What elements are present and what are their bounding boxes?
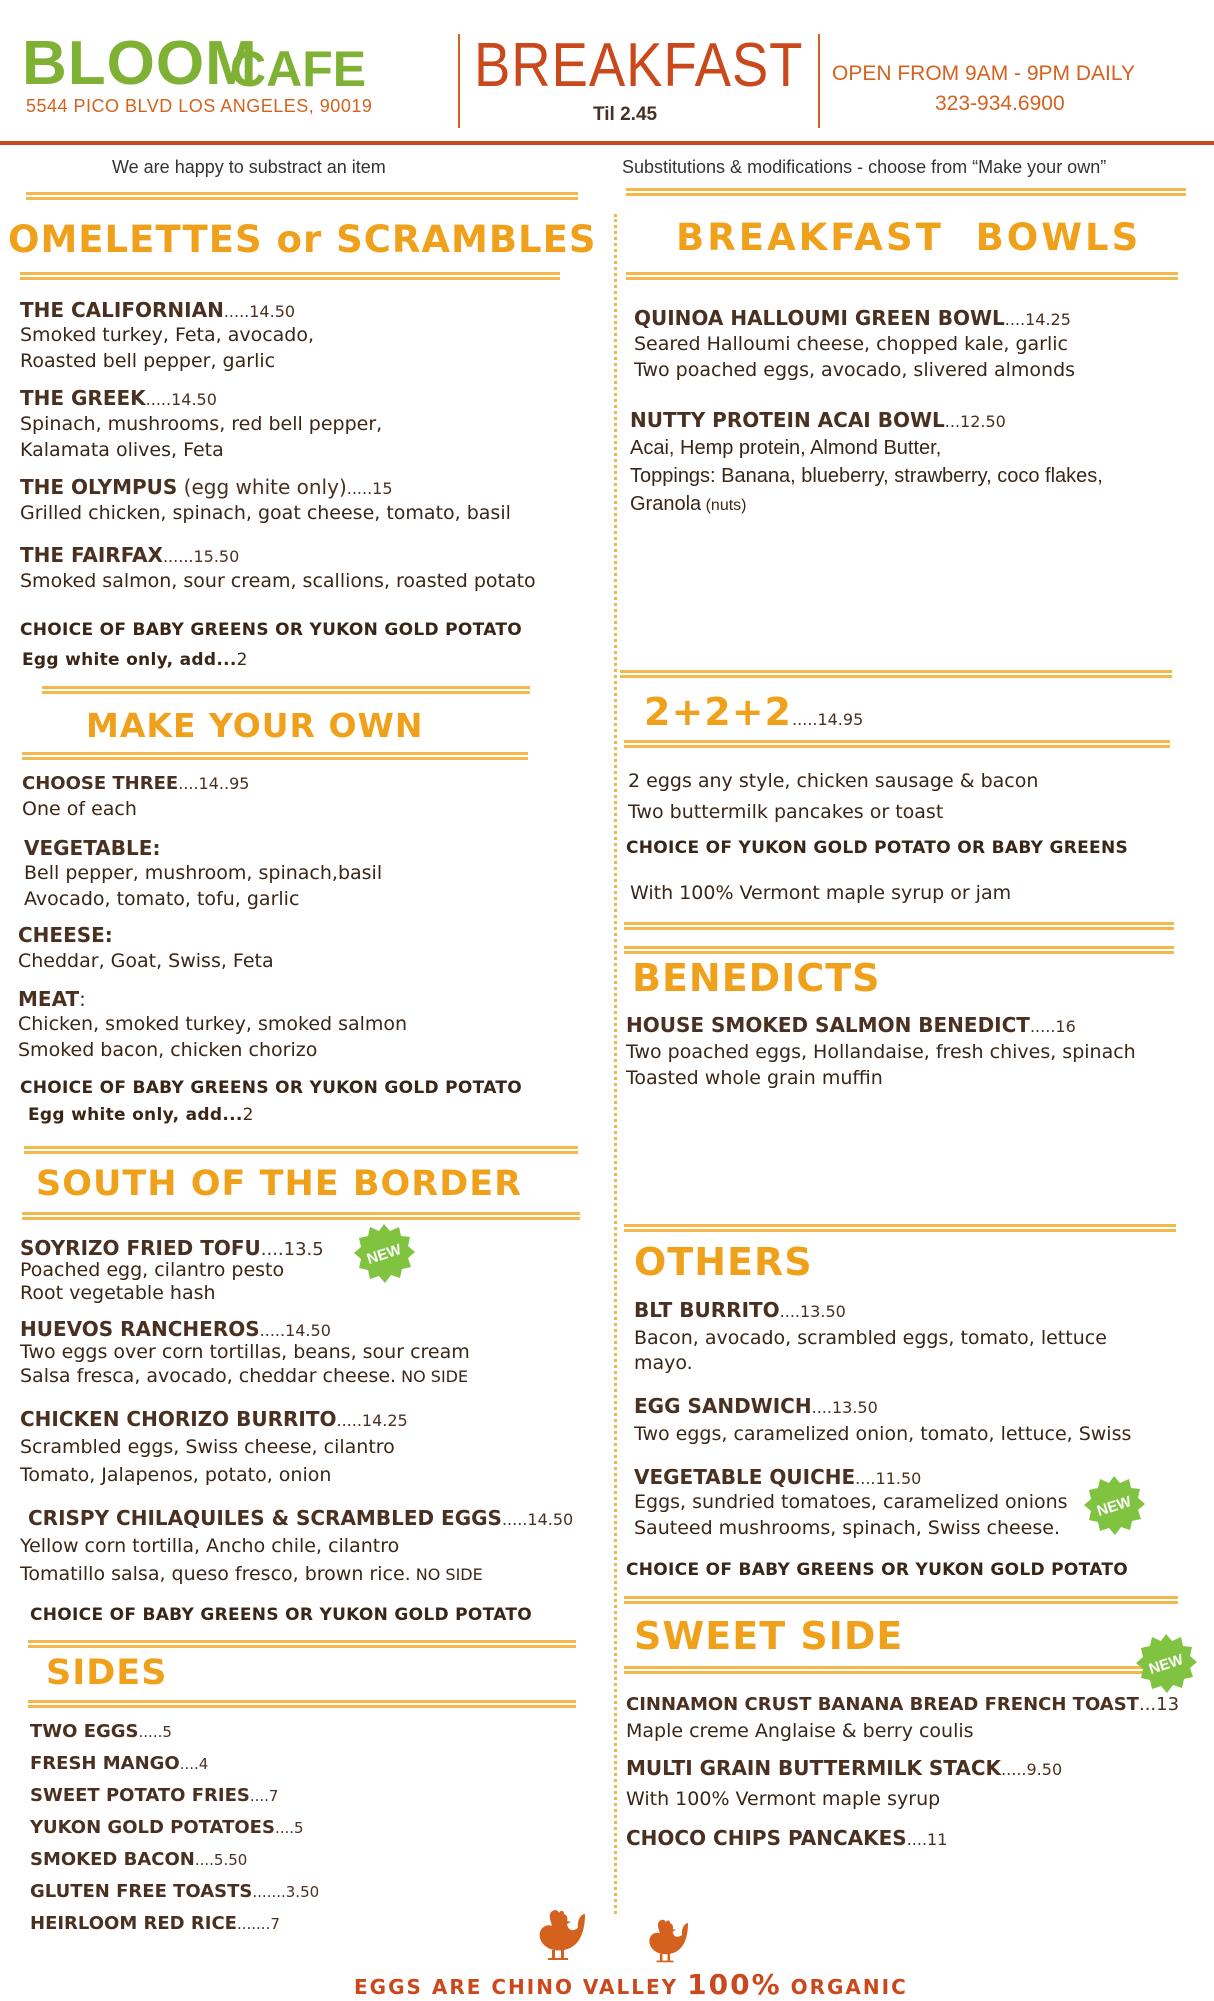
cheese-label: CHEESE:	[18, 923, 113, 947]
menu-item-title: BLT BURRITO....13.50	[634, 1298, 846, 1322]
section-heading-sweet: SWEET SIDE	[634, 1614, 904, 1658]
menu-item-desc: Bell pepper, mushroom, spinach,basil	[24, 862, 383, 884]
menu-item-title: QUINOA HALLOUMI GREEN BOWL....14.25	[634, 306, 1071, 330]
menu-item-desc: Two poached eggs, avocado, slivered almonds	[634, 359, 1076, 381]
rule	[624, 946, 1174, 954]
section-heading-make-your-own: MAKE YOUR OWN	[86, 706, 424, 745]
section-heading-bowls: BREAKFAST BOWLS	[676, 216, 1142, 259]
rule	[626, 188, 1186, 196]
egg-white-note: Egg white only, add...2	[22, 650, 248, 670]
rule	[26, 192, 578, 200]
rule	[28, 1700, 576, 1708]
menu-item-title: EGG SANDWICH....13.50	[634, 1394, 878, 1418]
hen-icon	[640, 1918, 690, 1964]
menu-item-desc: Kalamata olives, Feta	[20, 439, 224, 461]
menu-item-desc: 2 eggs any style, chicken sausage & bacon	[628, 770, 1039, 792]
menu-item-desc: Avocado, tomato, tofu, garlic	[24, 888, 300, 910]
phone: 323-934.6900	[935, 92, 1065, 115]
side-item: HEIRLOOM RED RICE.......7	[30, 1913, 280, 1934]
menu-item-title: THE GREEK.....14.50	[20, 386, 217, 410]
menu-item-desc: Chicken, smoked turkey, smoked salmon	[18, 1013, 408, 1035]
side-choice: CHOICE OF YUKON GOLD POTATO OR BABY GREENS	[626, 838, 1129, 858]
new-badge-icon	[352, 1222, 416, 1286]
menu-item-title: SOYRIZO FRIED TOFU....13.5	[20, 1236, 324, 1260]
hen-icon	[530, 1908, 586, 1962]
brand-cafe: CAFE	[230, 41, 367, 97]
menu-item-desc: Root vegetable hash	[20, 1282, 216, 1304]
side-choice: CHOICE OF BABY GREENS OR YUKON GOLD POTATO	[30, 1605, 533, 1625]
section-heading-benedicts: BENEDICTS	[632, 956, 881, 1000]
menu-item-desc: With 100% Vermont maple syrup or jam	[630, 882, 1012, 904]
menu-item-desc: mayo.	[634, 1352, 693, 1374]
menu-item-desc: Sauteed mushrooms, spinach, Swiss cheese.	[634, 1517, 1060, 1539]
side-choice: CHOICE OF BABY GREENS OR YUKON GOLD POTATO	[20, 1078, 523, 1098]
rule	[624, 922, 1174, 930]
side-item: GLUTEN FREE TOASTS.......3.50	[30, 1881, 320, 1902]
rule	[20, 272, 560, 280]
note-left: We are happy to substract an item	[112, 157, 386, 177]
menu-item-title: CINNAMON CRUST BANANA BREAD FRENCH TOAST...13	[626, 1694, 1180, 1715]
side-choice: CHOICE OF BABY GREENS OR YUKON GOLD POTATO	[626, 1560, 1129, 1580]
menu-item-desc: Roasted bell pepper, garlic	[20, 350, 276, 372]
hours: OPEN FROM 9AM - 9PM DAILY	[832, 62, 1135, 85]
side-choice: CHOICE OF BABY GREENS OR YUKON GOLD POTATO	[20, 620, 523, 640]
section-heading-others: OTHERS	[634, 1240, 813, 1284]
new-badge-icon	[1082, 1474, 1146, 1538]
menu-item-desc: Seared Halloumi cheese, chopped kale, garlic	[634, 333, 1068, 355]
rule	[22, 752, 528, 760]
section-heading-two2: 2+2+2.....14.95	[644, 690, 864, 734]
rule	[624, 740, 1170, 748]
menu-item-desc: Smoked bacon, chicken chorizo	[18, 1039, 318, 1061]
menu-item-desc: With 100% Vermont maple syrup	[626, 1788, 941, 1810]
note-right: Substitutions & modifications - choose from “Make your own”	[622, 157, 1107, 177]
svg-text:NEW: NEW	[364, 1240, 404, 1268]
menu-item-title: THE FAIRFAX......15.50	[20, 543, 240, 567]
section-heading-sides: SIDES	[46, 1653, 168, 1693]
side-item: SMOKED BACON....5.50	[30, 1849, 248, 1870]
menu-item-desc: Spinach, mushrooms, red bell pepper,	[20, 413, 383, 435]
til-time: Til 2.45	[593, 104, 658, 125]
menu-item-title: CHOCO CHIPS PANCAKES....11	[626, 1826, 948, 1850]
menu-item-desc: Yellow corn tortilla, Ancho chile, cilantro	[20, 1535, 400, 1557]
header-divider	[458, 34, 460, 128]
menu-item-desc: Scrambled eggs, Swiss cheese, cilantro	[20, 1436, 395, 1458]
menu-item-desc: Granola (nuts)	[630, 493, 747, 515]
menu-item-desc: Maple creme Anglaise & berry coulis	[626, 1720, 974, 1742]
rule	[624, 1224, 1176, 1232]
menu-item-desc: Tomatillo salsa, queso fresco, brown rice. NO SIDE	[20, 1563, 483, 1585]
menu-item-desc: One of each	[22, 798, 137, 820]
menu-item-desc: Two eggs over corn tortillas, beans, sour cream	[20, 1341, 470, 1363]
header-rule	[0, 141, 1214, 145]
menu-item-desc: Eggs, sundried tomatoes, caramelized onions	[634, 1491, 1068, 1513]
menu-item-desc: Cheddar, Goat, Swiss, Feta	[18, 950, 274, 972]
menu-item-title: HUEVOS RANCHEROS.....14.50	[20, 1317, 331, 1341]
svg-text:NEW: NEW	[1094, 1492, 1134, 1520]
menu-item-title: THE CALIFORNIAN.....14.50	[20, 298, 296, 322]
menu-item-desc: Two poached eggs, Hollandaise, fresh chives, spinach	[626, 1041, 1136, 1063]
side-item: SWEET POTATO FRIES....7	[30, 1785, 279, 1806]
page-title: BREAKFAST	[474, 31, 804, 100]
menu-item-desc: Smoked turkey, Feta, avocado,	[20, 324, 315, 346]
side-item: FRESH MANGO....4	[30, 1753, 209, 1774]
menu-item-title: CHICKEN CHORIZO BURRITO.....14.25	[20, 1407, 408, 1431]
rule	[620, 670, 1172, 678]
vegetable-label: VEGETABLE:	[24, 836, 161, 860]
menu-item-desc: Smoked salmon, sour cream, scallions, roasted potato	[20, 570, 536, 592]
menu-item-desc: Two eggs, caramelized onion, tomato, lettuce, Swiss	[634, 1423, 1132, 1445]
menu-item-desc: Poached egg, cilantro pesto	[20, 1259, 285, 1281]
menu-item-desc: Bacon, avocado, scrambled eggs, tomato, lettuce	[634, 1327, 1107, 1349]
menu-item-desc: Toasted whole grain muffin	[626, 1067, 883, 1089]
rule	[624, 1596, 1178, 1604]
new-badge-icon	[1134, 1632, 1198, 1696]
rule	[28, 1640, 576, 1648]
menu-item-title: CRISPY CHILAQUILES & SCRAMBLED EGGS.....14.50	[28, 1506, 574, 1530]
brand-bloom: BLOOM	[22, 29, 258, 98]
menu-item-desc: Acai, Hemp protein, Almond Butter,	[630, 437, 942, 459]
menu-item-title: THE OLYMPUS (egg white only).....15	[20, 475, 393, 499]
menu-item-desc: Grilled chicken, spinach, goat cheese, tomato, basil	[20, 502, 511, 524]
menu-item-title: MULTI GRAIN BUTTERMILK STACK.....9.50	[626, 1756, 1063, 1780]
meat-label: MEAT:	[18, 987, 86, 1011]
svg-text:NEW: NEW	[1146, 1650, 1186, 1678]
address: 5544 PICO BLVD LOS ANGELES, 90019	[26, 96, 373, 116]
menu-item-desc: Salsa fresca, avocado, cheddar cheese. NO SIDE	[20, 1365, 469, 1387]
rule	[24, 1146, 578, 1154]
rule	[42, 686, 530, 694]
section-heading-omelettes: OMELETTES or SCRAMBLES	[8, 218, 597, 261]
footer-organic: EGGS ARE CHINO VALLEY 100% ORGANIC	[354, 1968, 908, 2001]
rule	[626, 272, 1178, 280]
egg-white-note: Egg white only, add...2	[28, 1105, 254, 1125]
choose-three: CHOOSE THREE....14..95	[22, 773, 250, 794]
side-item: YUKON GOLD POTATOES....5	[30, 1817, 304, 1838]
section-heading-south: SOUTH OF THE BORDER	[36, 1164, 523, 1204]
menu-item-desc: Two buttermilk pancakes or toast	[628, 801, 944, 823]
menu-item-title: NUTTY PROTEIN ACAI BOWL...12.50	[630, 408, 1006, 432]
side-item: TWO EGGS.....5	[30, 1721, 172, 1742]
rule	[22, 1212, 580, 1220]
menu-item-desc: Tomato, Jalapenos, potato, onion	[20, 1464, 332, 1486]
header-divider	[818, 34, 820, 128]
rule	[624, 1666, 1168, 1674]
menu-item-desc: Toppings: Banana, blueberry, strawberry, coco flakes,	[630, 465, 1103, 487]
menu-item-title: HOUSE SMOKED SALMON BENEDICT.....16	[626, 1013, 1076, 1037]
menu-item-title: VEGETABLE QUICHE....11.50	[634, 1465, 922, 1489]
column-divider	[614, 214, 617, 1914]
